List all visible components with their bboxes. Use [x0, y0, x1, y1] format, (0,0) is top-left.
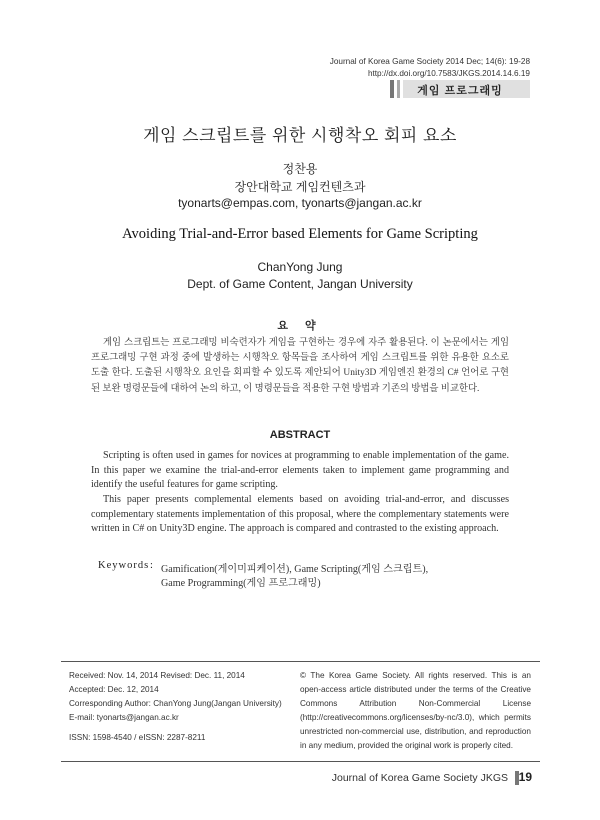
section-banner [390, 80, 530, 98]
abstract-english-heading: ABSTRACT [269, 429, 331, 441]
author-name-english: ChanYong Jung [257, 260, 343, 274]
author-name-korean: 정찬용 [282, 162, 318, 176]
accepted-date: Accepted: Dec. 12, 2014 [69, 685, 159, 694]
journal-info: Journal of Korea Game Society 2014 Dec; 14(6): 19-28 [329, 57, 530, 66]
article-history [69, 669, 282, 745]
keywords-list: Game Programming(게임 프로그래밍) [161, 578, 321, 589]
paper-title-english: Avoiding Trial-and-Error based Elements for Game Scripting [122, 226, 478, 242]
doi-link[interactable]: http://dx.doi.org/10.7583/JKGS.2014.14.6.19 [367, 69, 530, 78]
license-notice: © The Korea Game Society. All rights reserved. This is an open-access article distributed under the terms of the Creative Commons Attribution Non-Commercial License (http://creativecommons.org/licenses/by-nc/3.0), which permits unrestricted non-commercial use, distribution, and reproduction in any medium, provided the original work is properly cited. [300, 671, 531, 750]
abstract-korean-text: 게임 스크립트는 프로그래밍 비숙련자가 게임을 구현하는 경우에 자주 활용된다. 이 논문에서는 게임 프로그래밍 구현 과정 중에 발생하는 시행착오 항목들을 조사하여 게임 스크립트를 위한 유용한 요소로 도출 한다. 도출된 시행착오 요인을 회피할 수 있도록 제안되어 Unity3D 게임엔진 환경의 C# 언어로 구현된 보완 명령문들에 대하여 논의 하고, 이 명령문들을 적용한 구현 방법과 기존의 방법을 비교한다. [91, 338, 509, 394]
footer-journal-name: Journal of Korea Game Society JKGS [331, 772, 508, 784]
issn: ISSN: 1598-4540 / eISSN: 2287-8211 [69, 733, 206, 742]
paper-title-korean: 게임 스크립트를 위한 시행착오 회피 요소 [143, 126, 457, 145]
footnote-divider [61, 661, 540, 662]
abstract-korean-heading: 요 약 [277, 320, 323, 332]
page-number: 19 [518, 770, 532, 784]
section-label: 게임 프로그래밍 [417, 85, 503, 97]
keywords-label: Keywords [98, 560, 150, 571]
corresponding-author: Corresponding Author: ChanYong Jung(Jangan University) [69, 699, 282, 708]
author-emails: tyonarts@empas.com, tyonarts@jangan.ac.kr [178, 196, 422, 210]
received-date: Received: Nov. 14, 2014 Revised: Dec. 11, 2014 [69, 671, 245, 680]
keywords-list: Gamification(게이미피케이션), Game Scripting(게임 스크립트), [161, 564, 429, 575]
abstract-english-paragraph: Scripting is often used in games for novices at programming to enable implementation of the game. In this paper we examine the trial-and-error elements taken to implement game programming and identify the useful features for game scripting. [91, 450, 509, 490]
footer-divider [61, 761, 540, 762]
corresponding-email: E-mail: tyonarts@jangan.ac.kr [69, 713, 179, 722]
keywords-colon: : [150, 560, 153, 571]
abstract-english-paragraph: This paper presents complemental elements based on avoiding trial-and-error, and discusses complementary statements implementation of this proposal, where the complementary statements were written in C# on Unity3D engine. The approach is compared and contrasted to the existing approach. [91, 494, 509, 534]
affiliation-english: Dept. of Game Content, Jangan University [187, 277, 413, 291]
affiliation-korean: 장안대학교 게임컨텐츠과 [234, 180, 366, 194]
